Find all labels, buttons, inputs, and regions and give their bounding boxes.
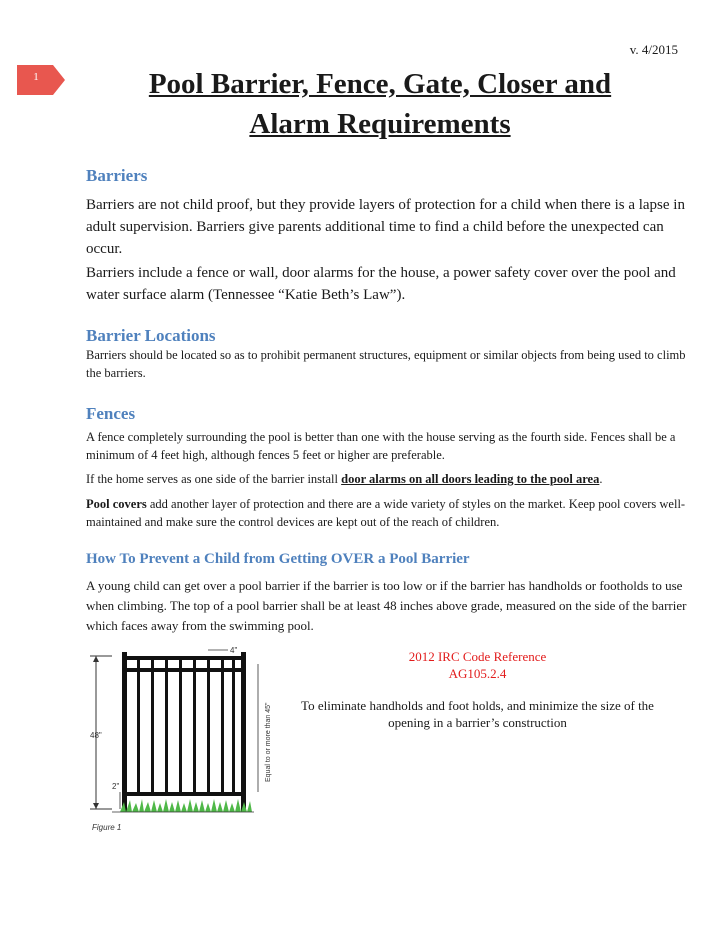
pool-covers-label: Pool covers bbox=[86, 497, 147, 511]
title-line-2: Alarm Requirements bbox=[249, 108, 511, 140]
top-spacing-dimension: 4" bbox=[230, 646, 238, 655]
fence-diagram-icon bbox=[82, 642, 282, 842]
title-line-1: Pool Barrier, Fence, Gate, Closer and bbox=[148, 68, 612, 100]
fences-paragraph-1: A fence completely surrounding the pool is better than one with the house serving as the fourth side. Fences shall be a minimum of 4 feet high, although fences 5 feet or higher are preferable. bbox=[86, 430, 676, 462]
barriers-paragraph-2: Barriers include a fence or wall, door alarms for the house, a power safety cover over the pool and water surface alarm (Tennessee “Katie Beth’s Law”). bbox=[86, 265, 676, 303]
page-title bbox=[80, 64, 680, 144]
fences-heading: Fences bbox=[86, 404, 136, 423]
fences-paragraph-2 bbox=[86, 470, 691, 488]
prevent-over-heading: How To Prevent a Child from Getting OVER a Pool Barrier bbox=[86, 551, 470, 567]
code-reference-title: 2012 IRC Code Reference bbox=[408, 649, 547, 664]
height-dimension: 48" bbox=[90, 731, 102, 740]
door-alarms-link: door alarms on all doors leading to the pool area bbox=[341, 472, 600, 486]
prevent-over-paragraph: A young child can get over a pool barrier if the barrier is too low or if the barrier has handholds or footholds to use when climbing. The top of a pool barrier shall be at least 48 inches above grade, measured on the side of the barrier which faces away from the swimming pool. bbox=[86, 578, 687, 633]
barriers-heading: Barriers bbox=[86, 166, 148, 185]
version-date: v. 4/2015 bbox=[629, 42, 678, 57]
barrier-locations-paragraph: Barriers should be located so as to prohibit permanent structures, equipment or similar objects from being used to climb the barriers. bbox=[86, 348, 686, 380]
pool-covers-text: add another layer of protection and there are a wide variety of styles on the market. Keep pool covers well-maintained and make sure the control devices are kept out of the reach of children. bbox=[86, 497, 686, 529]
figure-label: Figure 1 bbox=[92, 823, 122, 832]
figure-caption: To eliminate handholds and foot holds, and minimize the size of the opening in a barrier’s construction bbox=[301, 698, 654, 730]
vertical-note: Equal to or more than 45" bbox=[265, 702, 272, 782]
fences-p2-prefix: If the home serves as one side of the barrier install bbox=[86, 472, 342, 486]
fence-figure bbox=[82, 642, 282, 847]
barrier-locations-heading: Barrier Locations bbox=[86, 326, 216, 345]
fences-p2-suffix: . bbox=[599, 472, 603, 486]
fences-paragraph-3 bbox=[86, 495, 691, 531]
page-number: 1 bbox=[33, 71, 39, 83]
barriers-paragraph-1: Barriers are not child proof, but they provide layers of protection for a child when there is a lapse in adult supervision. Barriers give parents additional time to find a child before the unexpected can occur. bbox=[86, 197, 685, 257]
bottom-gap-dimension: 2" bbox=[112, 782, 120, 791]
code-reference-section: AG105.2.4 bbox=[448, 666, 507, 681]
page-number-badge bbox=[17, 65, 67, 95]
code-reference bbox=[360, 648, 595, 682]
